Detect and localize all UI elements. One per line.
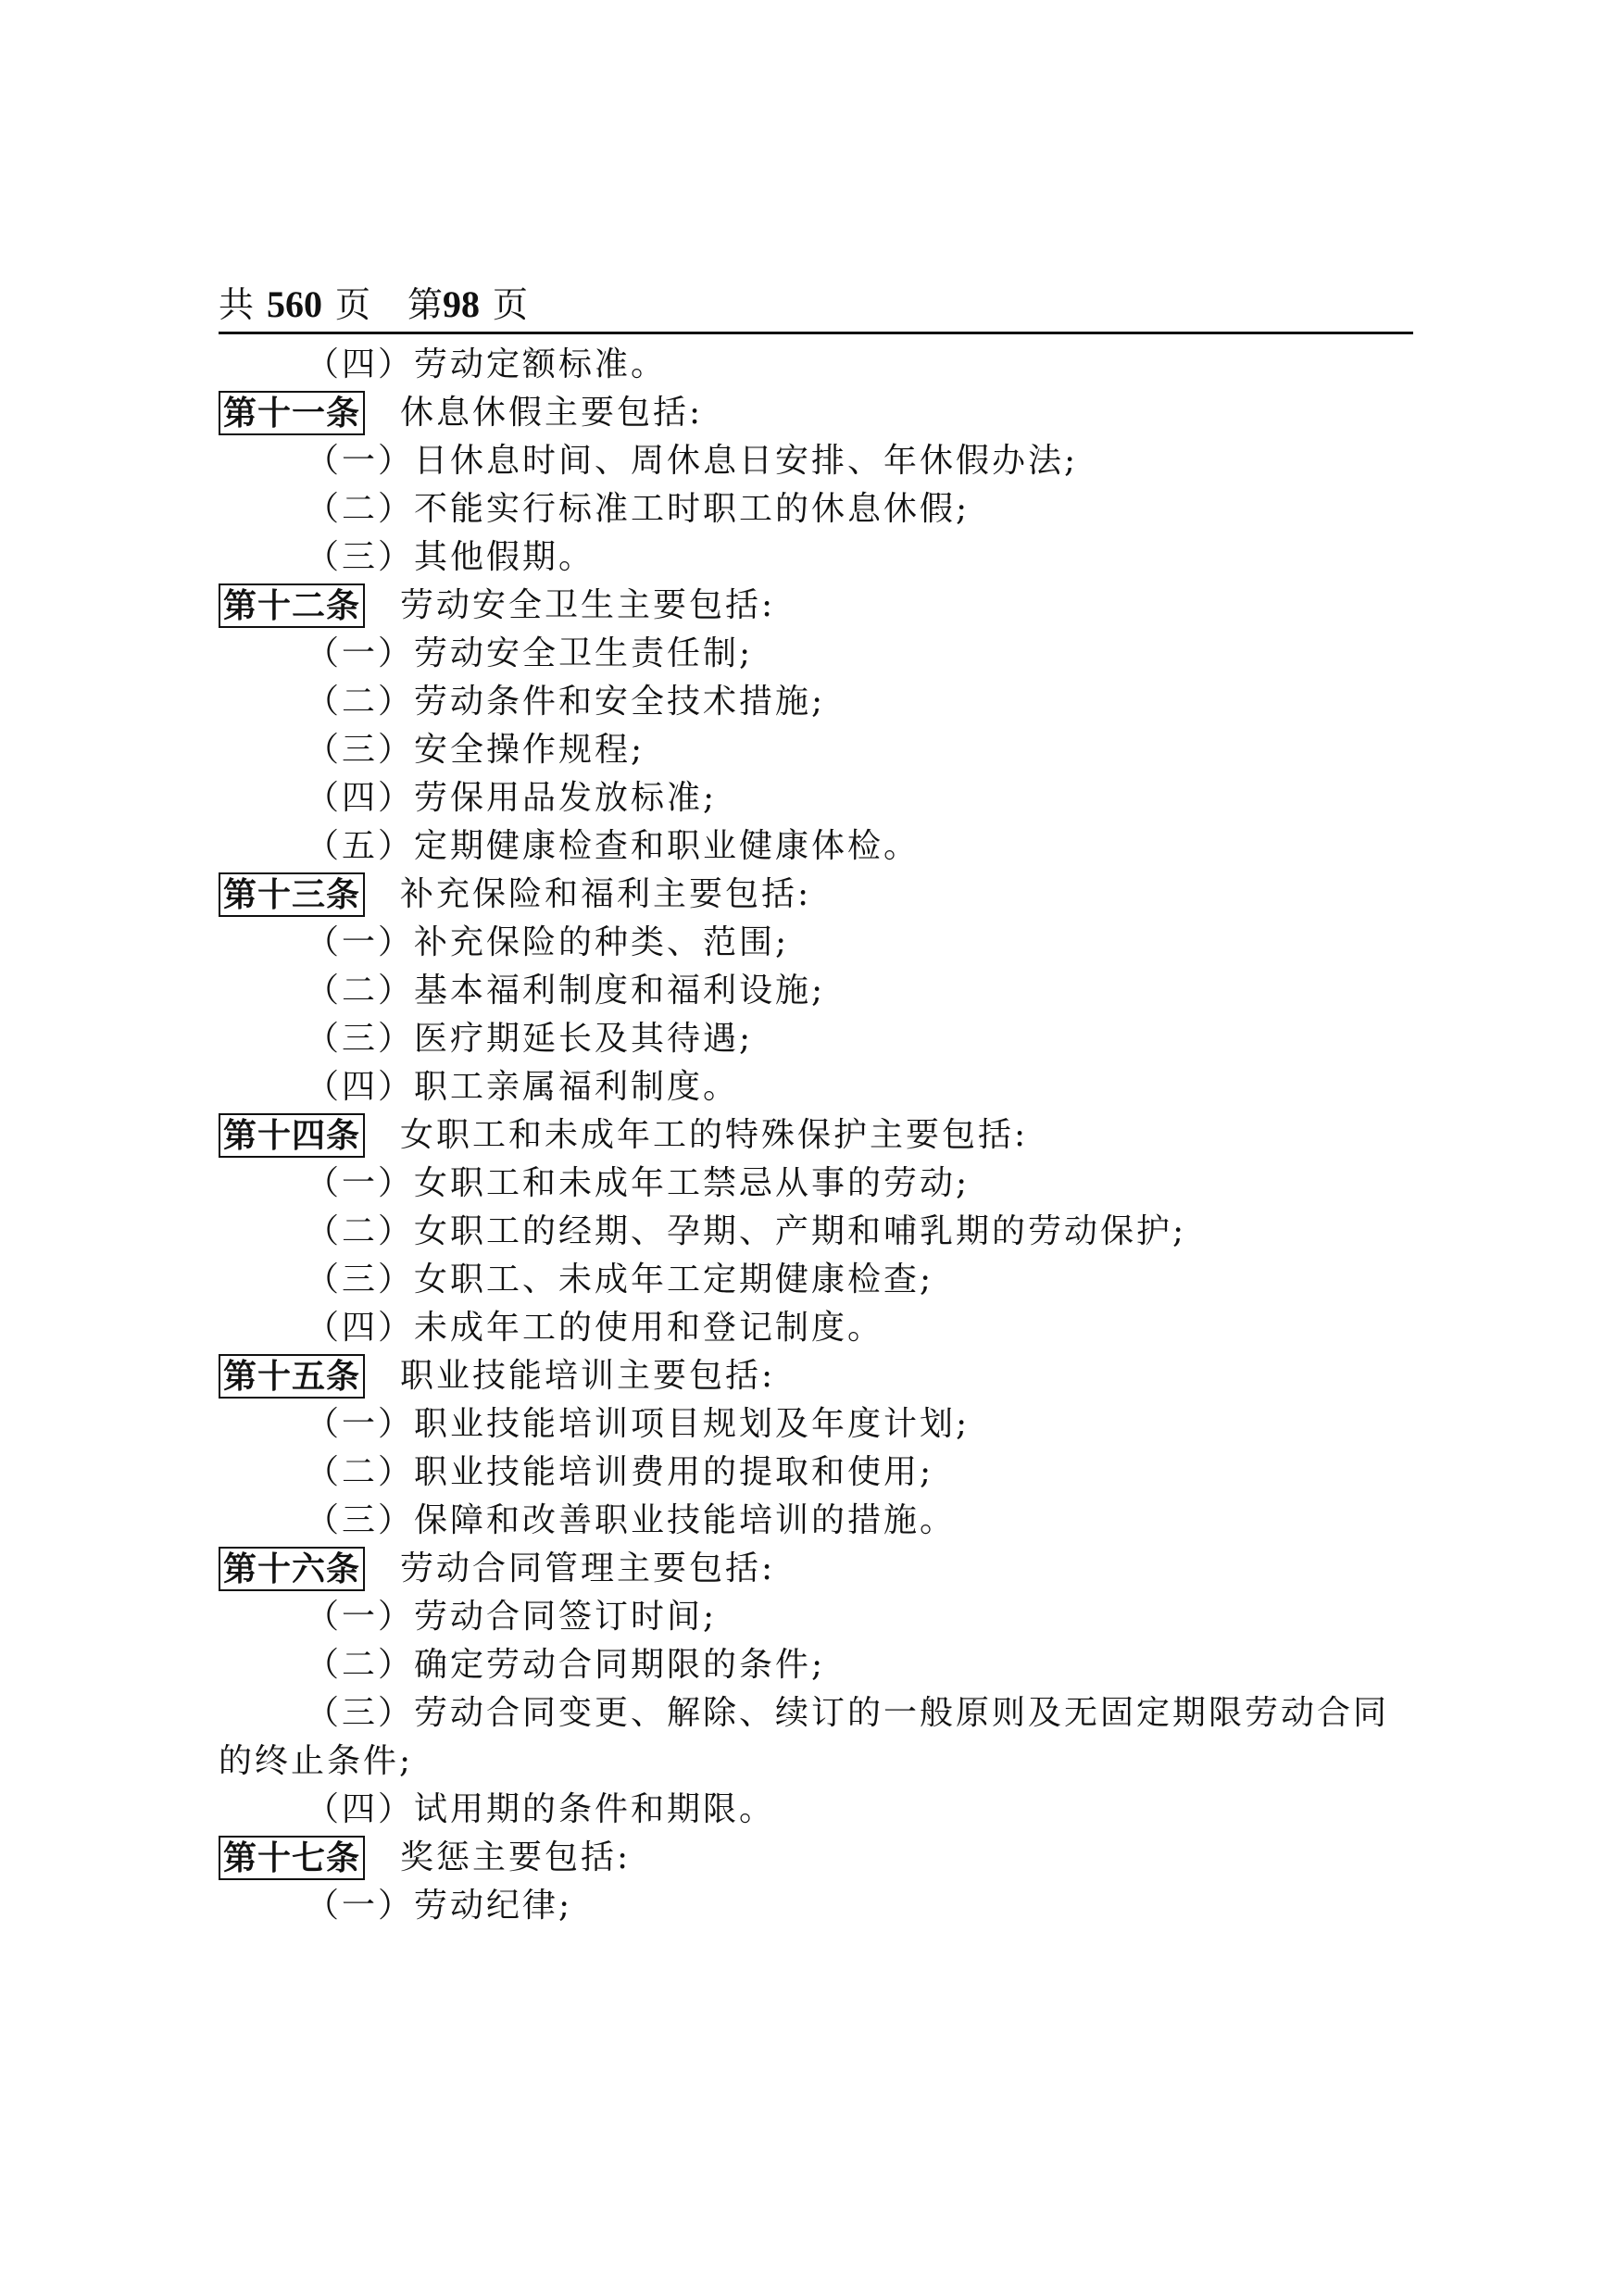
article-11 bbox=[219, 389, 1413, 437]
article-title: 休息休假主要包括: bbox=[400, 394, 704, 432]
article-17 bbox=[219, 1834, 1413, 1882]
list-item: （二）确定劳动合同期限的条件; bbox=[306, 1646, 826, 1684]
article-title: 劳动安全卫生主要包括: bbox=[400, 586, 776, 624]
list-item: （四）未成年工的使用和登记制度。 bbox=[306, 1309, 884, 1347]
list-item: （一）职业技能培训项目规划及年度计划; bbox=[306, 1405, 971, 1443]
list-item: （二）不能实行标准工时职工的休息休假; bbox=[306, 490, 971, 528]
list-item: （三）医疗期延长及其待遇; bbox=[306, 1020, 754, 1058]
article-title: 职业技能培训主要包括: bbox=[400, 1357, 776, 1395]
list-item: （四）劳动定额标准。 bbox=[306, 345, 668, 383]
article-label: 第十七条 bbox=[219, 1836, 365, 1880]
article-13 bbox=[219, 871, 1413, 919]
article-label: 第十四条 bbox=[219, 1113, 365, 1158]
list-item: （一）补充保险的种类、范围; bbox=[306, 923, 790, 961]
article-title: 女职工和未成年工的特殊保护主要包括: bbox=[400, 1116, 1029, 1154]
total-pages: 560 bbox=[267, 283, 323, 325]
current-suffix: 页 bbox=[493, 284, 529, 325]
article-title: 劳动合同管理主要包括: bbox=[400, 1549, 776, 1587]
list-item: （二）劳动条件和安全技术措施; bbox=[306, 683, 826, 721]
article-12 bbox=[219, 582, 1413, 630]
list-item: （四）职工亲属福利制度。 bbox=[306, 1068, 740, 1106]
list-item: （二）女职工的经期、孕期、产期和哺乳期的劳动保护; bbox=[306, 1212, 1187, 1250]
list-item: （四）试用期的条件和期限。 bbox=[306, 1790, 776, 1828]
list-item: （三）女职工、未成年工定期健康检查; bbox=[306, 1261, 934, 1299]
list-item: （四）劳保用品发放标准; bbox=[306, 779, 718, 817]
article-label: 第十一条 bbox=[219, 391, 365, 435]
list-item: （一）女职工和未成年工禁忌从事的劳动; bbox=[306, 1164, 971, 1202]
current-prefix: 第 bbox=[407, 284, 444, 325]
list-item: （三）安全操作规程; bbox=[306, 731, 645, 769]
total-prefix: 共 bbox=[219, 284, 255, 325]
article-label: 第十五条 bbox=[219, 1354, 365, 1399]
list-item: （三）其他假期。 bbox=[306, 538, 595, 576]
list-item: （一）日休息时间、周休息日安排、年休假办法; bbox=[306, 442, 1079, 480]
page-header bbox=[219, 278, 1413, 334]
article-16 bbox=[219, 1545, 1413, 1593]
article-title: 奖惩主要包括: bbox=[400, 1838, 632, 1876]
list-item: （一）劳动合同签订时间; bbox=[306, 1598, 718, 1636]
total-suffix: 页 bbox=[335, 284, 371, 325]
article-14 bbox=[219, 1111, 1413, 1160]
article-title: 补充保险和福利主要包括: bbox=[400, 875, 812, 913]
list-item: （二）基本福利制度和福利设施; bbox=[306, 972, 826, 1010]
document-body bbox=[219, 341, 1413, 1930]
list-item: （五）定期健康检查和职业健康体检。 bbox=[306, 827, 921, 865]
list-item: （二）职业技能培训费用的提取和使用; bbox=[306, 1453, 934, 1491]
list-item: （一）劳动纪律; bbox=[306, 1887, 573, 1925]
list-item: （一）劳动安全卫生责任制; bbox=[306, 634, 754, 672]
list-item: （三）保障和改善职业技能培训的措施。 bbox=[306, 1501, 957, 1539]
article-label: 第十六条 bbox=[219, 1547, 365, 1591]
article-label: 第十三条 bbox=[219, 872, 365, 917]
article-label: 第十二条 bbox=[219, 583, 365, 628]
list-item: （三）劳动合同变更、解除、续订的一般原则及无固定期限劳动合同的终止条件; bbox=[219, 1694, 1390, 1780]
current-page: 98 bbox=[443, 283, 481, 325]
article-15 bbox=[219, 1352, 1413, 1400]
